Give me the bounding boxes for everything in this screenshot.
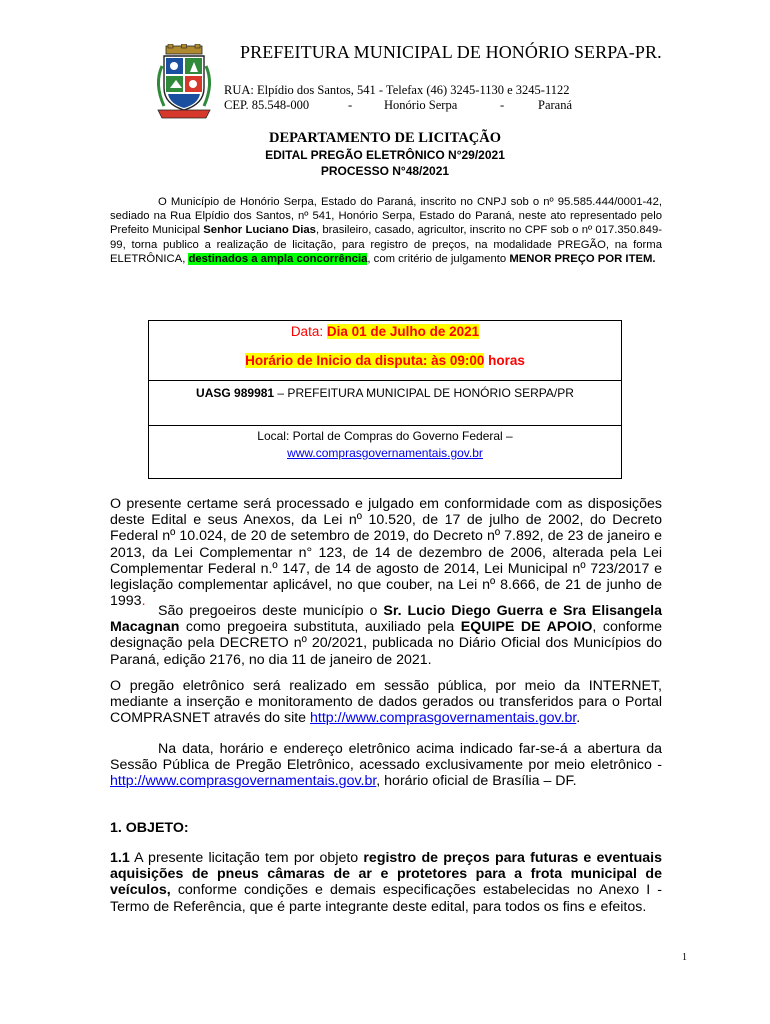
session-text: . <box>576 710 581 727</box>
object-description: registro de preços para futuras e eventuais aquisições de pneus câmaras de ar e protetores para a frota municipal de veículos, <box>110 850 662 899</box>
processo-heading: PROCESSO N°48/2021 <box>320 164 450 178</box>
auctioneers-names: Sr. Lucio Diego Guerra e Sra Elisangela Macagnan <box>110 603 662 636</box>
header-city: Honório Serpa <box>384 98 458 112</box>
edital-heading: EDITAL PREGÃO ELETRÔNICO N°29/2021 <box>265 148 505 162</box>
page-number: 1 <box>682 952 687 963</box>
opening-text: Na data, horário e endereço eletrônico acima indicado far-se-á a abertura da Sessão Pública de Pregão Eletrônico, acessado exclusivamente por meio eletrônico - <box>110 741 662 774</box>
uasg-entity: – PREFEITURA MUNICIPAL DE HONÓRIO SERPA/PR <box>274 386 574 400</box>
intro-paragraph <box>110 195 662 266</box>
competition-highlight: destinados a ampla concorrência <box>188 252 368 265</box>
auctioneers-paragraph <box>110 603 662 668</box>
local-label: Local: Portal de Compras do Governo Federal – <box>257 429 513 443</box>
municipal-crest-icon <box>152 44 216 124</box>
object-paragraph <box>110 850 662 915</box>
mayor-name: Senhor Luciano Dias <box>203 224 316 237</box>
auctioneers-text: São pregoeiros deste município o <box>158 603 384 619</box>
department-heading: DEPARTAMENTO DE LICITAÇÃO <box>268 130 502 146</box>
box-divider <box>149 425 621 426</box>
opening-paragraph <box>110 741 662 790</box>
dispute-info-box <box>148 320 622 479</box>
session-text: O pregão eletrônico será realizado em sessão pública, por meio da INTERNET, mediante a inserção e monitoramento de dados gerados ou transferidos para o Portal COMPRASNET através do site <box>110 678 662 727</box>
clause-number: 1.1 <box>110 850 130 866</box>
comprasnet-link[interactable]: http://www.comprasgovernamentais.gov.br <box>110 773 377 790</box>
header-cep: CEP. 85.548-000 <box>224 98 310 112</box>
intro-text: , brasileiro, casado, agricultor, inscrito no CPF sob o nº 017.350.849-99, torna publico a realização de licitação, para registro de preços, na modalidade PREGÃO, na forma ELETRÔNICA, <box>110 224 662 265</box>
session-paragraph <box>110 678 662 727</box>
object-text: A presente licitação tem por objeto <box>129 850 364 866</box>
intro-text: O Município de Honório Serpa, Estado do Paraná, inscrito no CNPJ sob o nº 95.585.444/0001-42, sediado na Rua Elpídio dos Santos, nº 541, Honório Serpa, Estado do Paraná, neste ato representado pelo Prefeito Municipal <box>110 196 662 237</box>
box-divider <box>149 380 621 381</box>
start-time-suffix: horas <box>484 353 525 368</box>
legal-basis-text: O presente certame será processado e julgado em conformidade com as disposições deste Edital e seus Anexos, da Lei nº 10.520, de 17 de julho de 2002, do Decreto Federal nº 10.024, de 20 de setembro de 2019, do Decreto nº 7.892, de 23 de janeiro e 2013, da Lei Complementar n° 123, de 14 de dezembro de 2006, alterada pela Lei Complementar Federal n.º 147, de 14 de agosto de 2014, Lei Municipal nº 723/2017 e legislação complementar aplicável, no que couber, na Lei nº 8.666, de 21 de junho de 1993 <box>110 496 662 610</box>
legal-basis-paragraph <box>110 496 662 609</box>
start-time-value: Horário de Inicio da disputa: às 09:00 <box>245 353 485 368</box>
opening-text: , horário oficial de Brasília – DF. <box>376 773 577 790</box>
header-state: Paraná <box>538 98 573 112</box>
auctioneers-text: , conforme designação pela DECRETO nº 20/2021, publicada no Diário Oficial dos Municípios do Paraná, edição 2176, no dia 11 de janeiro de 2021. <box>110 619 662 668</box>
object-text: conforme condições e demais especificações estabelecidas no Anexo I - Termo de Referência, que é parte integrante deste edital, para todos os fins e efeitos. <box>110 882 662 915</box>
legal-basis-period: . <box>141 593 146 610</box>
header-title: PREFEITURA MUNICIPAL DE HONÓRIO SERPA-PR. <box>240 42 662 62</box>
portal-link[interactable]: www.comprasgovernamentais.gov.br <box>287 446 483 460</box>
date-value: Dia 01 de Julho de 2021 <box>326 324 480 339</box>
section-objeto-heading: 1. OBJETO: <box>110 820 189 836</box>
uasg-line <box>149 386 621 400</box>
comprasnet-link[interactable]: http://www.comprasgovernamentais.gov.br <box>310 710 577 727</box>
dispute-start-time <box>149 353 621 368</box>
dispute-date <box>149 324 621 339</box>
header-address: RUA: Elpídio dos Santos, 541 - Telefax (46) 3245-1130 e 3245-1122 <box>224 83 570 97</box>
uasg-code: UASG 989981 <box>196 386 275 400</box>
header-separator: - <box>348 98 353 112</box>
intro-text: , com critério de julgamento <box>367 252 510 265</box>
date-label: Data: <box>290 324 327 339</box>
local-url[interactable] <box>149 446 621 460</box>
judgment-criterion: MENOR PREÇO POR ITEM. <box>509 252 656 265</box>
support-team: EQUIPE DE APOIO <box>460 619 593 636</box>
auctioneers-text: como pregoeira substituta, auxiliado pela <box>179 619 461 636</box>
header-separator: - <box>500 98 505 112</box>
